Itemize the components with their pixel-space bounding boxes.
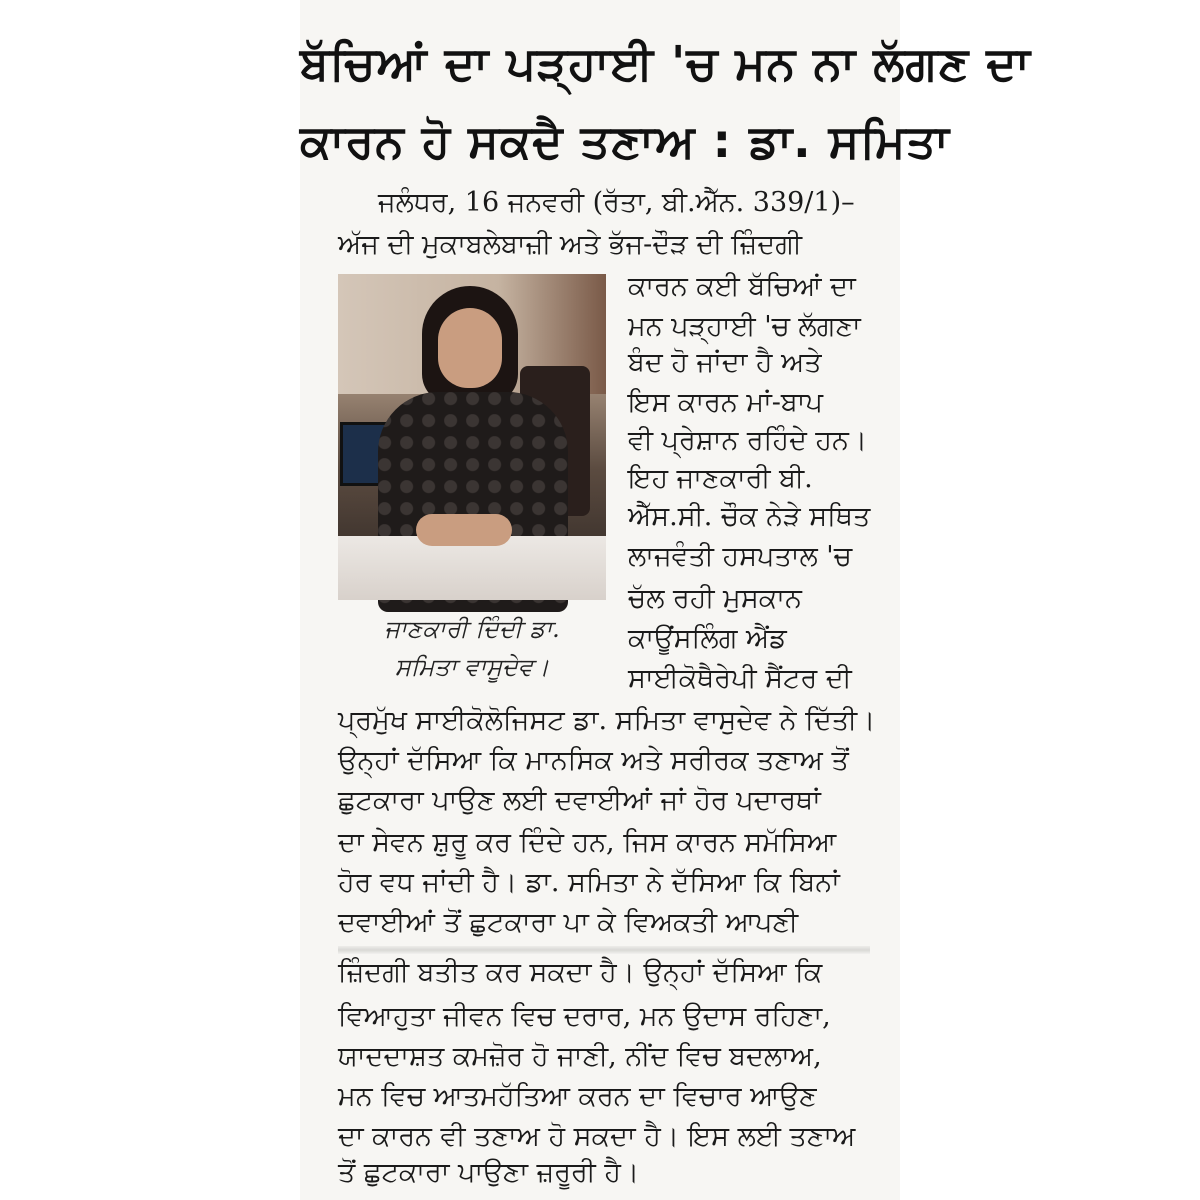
body-line: ਦਾ ਕਾਰਨ ਵੀ ਤਣਾਅ ਹੋ ਸਕਦਾ ਹੈ। ਇਸ ਲਈ ਤਣਾਅ (338, 1121, 856, 1152)
body-line: ਬੰਦ ਹੋ ਜਾਂਦਾ ਹੈ ਅਤੇ (628, 347, 822, 378)
body-line: ਛੁਟਕਾਰਾ ਪਾਉਣ ਲਈ ਦਵਾਈਆਂ ਜਾਂ ਹੋਰ ਪਦਾਰਥਾਂ (338, 785, 821, 816)
body-line: ਪ੍ਰਮੁੱਖ ਸਾਈਕੋਲੋਜਿਸਟ ਡਾ. ਸਮਿਤਾ ਵਾਸੁਦੇਵ ਨੇ ਦਿੱਤੀ। (338, 705, 876, 736)
body-line: ਅੱਜ ਦੀ ਮੁਕਾਬਲੇਬਾਜ਼ੀ ਅਤੇ ਭੱਜ-ਦੌੜ ਦੀ ਜ਼ਿੰਦਗੀ (338, 229, 803, 260)
body-line: ਉਨ੍ਹਾਂ ਦੱਸਿਆ ਕਿ ਮਾਨਸਿਕ ਅਤੇ ਸਰੀਰਕ ਤਣਾਅ ਤੋਂ (338, 745, 849, 776)
body-line: ਤੋਂ ਛੁਟਕਾਰਾ ਪਾਉਣਾ ਜ਼ਰੂਰੀ ਹੈ। (338, 1157, 640, 1188)
body-line: ਜ਼ਿੰਦਗੀ ਬਤੀਤ ਕਰ ਸਕਦਾ ਹੈ। ਉਨ੍ਹਾਂ ਦੱਸਿਆ ਕਿ (338, 957, 823, 988)
photo-caption-line-2: ਸਮਿਤਾ ਵਾਸੂਦੇਵ। (394, 653, 550, 681)
body-line: ਦਵਾਈਆਂ ਤੋਂ ਛੁਟਕਾਰਾ ਪਾ ਕੇ ਵਿਅਕਤੀ ਆਪਣੀ (338, 907, 799, 938)
body-line: ਇਹ ਜਾਣਕਾਰੀ ਬੀ. (628, 463, 813, 494)
body-line: ਮਨ ਵਿਚ ਆਤਮਹੱਤਿਆ ਕਰਨ ਦਾ ਵਿਚਾਰ ਆਉਣ (338, 1081, 817, 1112)
body-line: ਸਾਈਕੋਥੈਰੇਪੀ ਸੈਂਟਰ ਦੀ (628, 663, 852, 694)
body-line: ਹੋਰ ਵਧ ਜਾਂਦੀ ਹੈ। ਡਾ. ਸਮਿਤਾ ਨੇ ਦੱਸਿਆ ਕਿ ਬਿਨਾਂ (338, 867, 840, 898)
page-fold (338, 946, 870, 954)
body-line: ਕਾਊਂਸਲਿੰਗ ਐਂਡ (628, 623, 787, 654)
headline-line-1: ਬੱਚਿਆਂ ਦਾ ਪੜ੍ਹਾਈ 'ਚ ਮਨ ਨਾ ਲੱਗਣ ਦਾ (300, 36, 1031, 90)
newspaper-clipping (300, 0, 1031, 1200)
body-line: ਯਾਦਦਾਸ਼ਤ ਕਮਜ਼ੋਰ ਹੋ ਜਾਣੀ, ਨੀਂਦ ਵਿਚ ਬਦਲਾਅ, (338, 1041, 822, 1072)
photo-caption-line-1: ਜਾਣਕਾਰੀ ਦਿੰਦੀ ਡਾ. (384, 615, 560, 643)
body-line: ਕਾਰਨ ਕਈ ਬੱਚਿਆਂ ਦਾ (628, 271, 856, 302)
body-line: ਵੀ ਪ੍ਰੇਸ਼ਾਨ ਰਹਿੰਦੇ ਹਨ। (628, 425, 868, 456)
body-line: ਲਾਜਵੰਤੀ ਹਸਪਤਾਲ 'ਚ (628, 541, 852, 572)
body-line: ਦਾ ਸੇਵਨ ਸ਼ੁਰੂ ਕਰ ਦਿੰਦੇ ਹਨ, ਜਿਸ ਕਾਰਨ ਸਮੱਸਿਆ (338, 827, 837, 858)
photo-dr-smita (338, 274, 606, 600)
body-line: ਐੱਸ.ਸੀ. ਚੌਕ ਨੇੜੇ ਸਥਿਤ (628, 501, 871, 532)
body-line: ਇਸ ਕਾਰਨ ਮਾਂ-ਬਾਪ (628, 387, 823, 418)
headline-line-2: ਕਾਰਨ ਹੋ ਸਕਦੈ ਤਣਾਅ : ਡਾ. ਸਮਿਤਾ (300, 114, 950, 168)
dateline: ਜਲੰਧਰ, 16 ਜਨਵਰੀ (ਰੱਤਾ, ਬੀ.ਐੱਨ. 339/1)– (378, 187, 855, 218)
body-line: ਮਨ ਪੜ੍ਹਾਈ 'ਚ ਲੱਗਣਾ (628, 311, 861, 342)
body-line: ਚੱਲ ਰਹੀ ਮੁਸਕਾਨ (628, 583, 802, 614)
body-line: ਵਿਆਹੁਤਾ ਜੀਵਨ ਵਿਚ ਦਰਾਰ, ਮਨ ਉਦਾਸ ਰਹਿਣਾ, (338, 1001, 831, 1032)
